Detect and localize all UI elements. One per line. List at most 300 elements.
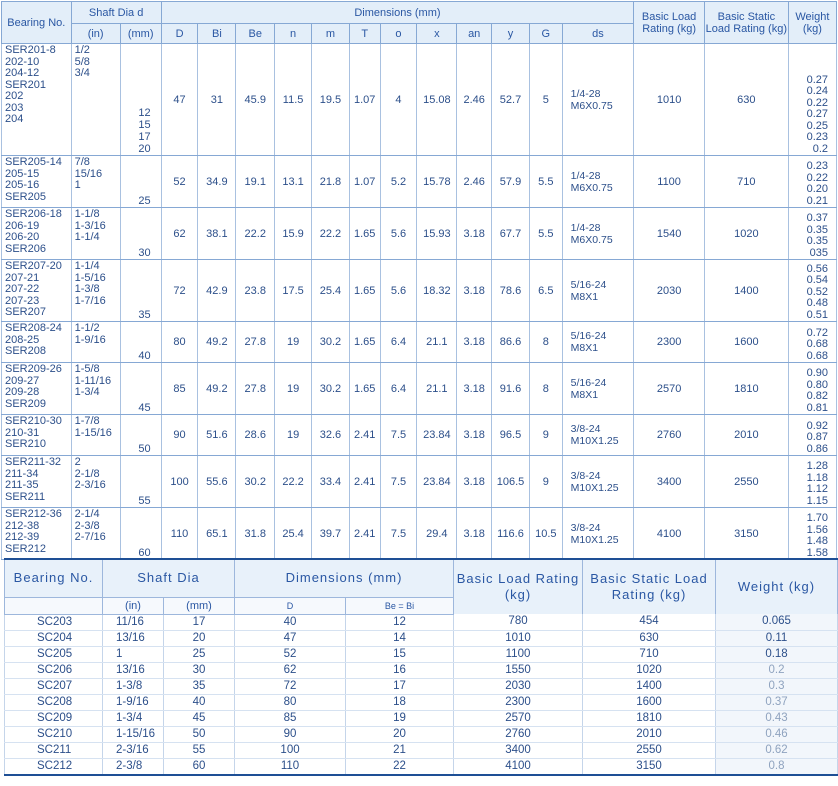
sc-dim-B-cell: 14 (346, 630, 454, 646)
weight-cell (788, 456, 836, 508)
ds-cell-line: 3/8-24 (570, 423, 601, 435)
sc-shaft-mm-cell: 60 (164, 758, 235, 775)
dim-T-cell: 1.65 (349, 260, 380, 322)
ds-cell-line: M8X1 (570, 342, 599, 354)
ds-cell-line: 1/4-28 (570, 169, 601, 182)
bearing-no-cell-line: SER208-24 (5, 322, 62, 334)
bearing-no-cell-line: 206-20 (5, 231, 40, 243)
shaft-in-cell-line: 1-3/4 (74, 386, 100, 398)
bearing-no-cell-line: SER211-32 (5, 456, 62, 468)
sc-basic-load-cell: 4100 (454, 758, 583, 775)
sc-shaft-mm-cell: 40 (164, 694, 235, 710)
header-mm: (mm) (120, 24, 161, 44)
shaft-in-cell-line: 1-3/8 (74, 283, 100, 295)
basic-static-cell: 630 (704, 44, 788, 156)
ds-cell (562, 415, 634, 456)
shaft-in-cell (71, 363, 120, 415)
dim-D-cell: 80 (161, 322, 198, 363)
weight-cell-line: 0.92 (806, 419, 828, 432)
dim-an-cell: 3.18 (457, 456, 492, 508)
shaft-in-cell-line: 1-15/16 (74, 426, 112, 439)
dim-n-cell: 15.9 (275, 208, 312, 260)
shaft-in-cell (71, 415, 120, 456)
dim-T-cell: 1.65 (349, 363, 380, 415)
shaft-in-cell-line: 1/2 (74, 44, 90, 56)
dim-x-cell: 23.84 (417, 456, 457, 508)
ds-cell-line: M6X0.75 (570, 99, 613, 112)
shaft-in-cell-line: 1-5/8 (74, 363, 100, 375)
sc-dim-B-cell: 18 (346, 694, 454, 710)
sc-shaft-mm-cell: 35 (164, 678, 235, 694)
dim-n-cell: 22.2 (275, 456, 312, 508)
dim-an-cell: 3.18 (457, 260, 492, 322)
basic-load-cell: 3400 (634, 456, 705, 508)
weight-cell-line: 1.48 (806, 535, 828, 547)
dim-Be-cell: 30.2 (236, 456, 275, 508)
sc-header-D: D (235, 597, 346, 614)
shaft-in-cell-line: 2-1/4 (74, 508, 100, 520)
header-basic-static: Basic Static Load Rating (kg) (704, 2, 788, 44)
shaft-mm-cell-line: 12 (138, 107, 151, 119)
header-col-n: n (275, 24, 312, 44)
weight-cell-line: 0.48 (806, 297, 828, 309)
shaft-in-cell-line: 2-3/16 (74, 479, 106, 491)
sc-basic-load-cell: 1010 (454, 630, 583, 646)
header-col-T: T (349, 24, 380, 44)
sc-bearing-no-cell: SC208 (5, 694, 103, 710)
dim-m-cell: 21.8 (312, 156, 350, 208)
shaft-in-cell-line: 1-7/16 (74, 294, 106, 307)
header-col-D: D (161, 24, 198, 44)
weight-cell-line: 0.87 (806, 431, 828, 443)
ds-cell-line: M6X0.75 (570, 181, 613, 194)
bearing-no-cell-line: 207-21 (5, 271, 40, 284)
header-col-G: G (529, 24, 562, 44)
shaft-mm-cell-line: 17 (138, 131, 151, 143)
dim-Bi-cell: 49.2 (198, 363, 236, 415)
dim-D-cell: 72 (161, 260, 198, 322)
shaft-in-cell-line: 3/4 (74, 67, 90, 79)
shaft-mm-cell (120, 363, 161, 415)
header-col-y: y (492, 24, 530, 44)
weight-cell-line: 0.54 (806, 274, 828, 286)
shaft-in-cell (71, 456, 120, 508)
sc-header-be-bi: Be = Bi (346, 597, 454, 614)
header-col-ds: ds (562, 24, 634, 44)
dim-T-cell: 1.65 (349, 322, 380, 363)
shaft-in-cell-line: 1-1/8 (74, 208, 100, 220)
bearing-no-cell-line: 206-19 (5, 219, 40, 232)
sc-dim-B-cell: 16 (346, 662, 454, 678)
dim-an-cell: 2.46 (457, 44, 492, 156)
shaft-in-cell-line: 5/8 (74, 55, 90, 68)
shaft-in-cell-line: 1 (74, 179, 81, 191)
bearing-no-cell-line: 204-12 (5, 67, 40, 79)
sc-weight-cell: 0.37 (716, 694, 838, 710)
table-row (5, 662, 838, 678)
dim-Be-cell: 22.2 (236, 208, 275, 260)
table-row (2, 44, 837, 156)
shaft-mm-cell-line: 60 (138, 547, 151, 559)
sc-shaft-in-cell: 2-3/8 (103, 758, 164, 775)
dim-D-cell: 90 (161, 415, 198, 456)
shaft-in-cell-line: 1-5/16 (74, 271, 106, 284)
shaft-in-cell-line: 1-1/2 (74, 322, 100, 334)
shaft-in-cell-line: 7/8 (74, 156, 90, 168)
bearing-no-cell-line: 203 (5, 101, 24, 114)
basic-load-cell: 2030 (634, 260, 705, 322)
dim-Be-cell: 28.6 (236, 415, 275, 456)
shaft-mm-cell-line: 35 (138, 309, 151, 321)
weight-cell-line: 0.2 (812, 142, 828, 155)
dim-o-cell: 5.2 (380, 156, 417, 208)
sc-weight-cell: 0.46 (716, 726, 838, 742)
bearing-no-cell-line: 212-38 (5, 519, 40, 532)
dim-D-cell: 100 (161, 456, 198, 508)
dim-x-cell: 21.1 (417, 322, 457, 363)
sc-basic-static-cell: 2010 (583, 726, 716, 742)
sc-basic-load-cell: 1550 (454, 662, 583, 678)
dim-G-cell: 6.5 (529, 260, 562, 322)
shaft-in-cell-line (75, 439, 120, 451)
shaft-in-cell-line: 2-7/16 (74, 531, 106, 543)
sc-weight-cell: 0.3 (716, 678, 838, 694)
sc-header-in: (in) (103, 597, 164, 614)
table-row (5, 742, 838, 758)
bearing-no-cell-line: 211-35 (5, 479, 39, 491)
shaft-in-cell-line: 1-9/16 (74, 333, 106, 346)
weight-cell-line: 0.81 (806, 401, 828, 414)
header-in: (in) (71, 24, 120, 44)
basic-static-cell: 1020 (704, 208, 788, 260)
shaft-in-cell-line (75, 80, 120, 92)
sc-basic-load-cell: 780 (454, 614, 583, 630)
table-row (5, 758, 838, 775)
bearing-no-cell (2, 508, 72, 560)
weight-cell-line: 0.20 (806, 183, 828, 195)
weight-cell-line: 0.22 (806, 171, 828, 184)
basic-static-cell: 710 (704, 156, 788, 208)
sc-bearing-no-cell: SC203 (5, 614, 103, 630)
table-row (5, 678, 838, 694)
bearing-no-cell-line: 202 (5, 90, 24, 102)
dim-o-cell: 7.5 (380, 415, 417, 456)
sc-bearing-no-cell: SC211 (5, 742, 103, 758)
dim-y-cell: 96.5 (492, 415, 530, 456)
bearing-no-cell-line: 211-34 (5, 467, 39, 480)
dim-m-cell: 30.2 (312, 363, 350, 415)
bearing-no-cell-line: 205-16 (5, 179, 40, 191)
table-row (2, 322, 837, 363)
basic-load-cell: 1010 (634, 44, 705, 156)
sc-shaft-mm-cell: 25 (164, 646, 235, 662)
weight-cell-line: 1.18 (806, 471, 828, 484)
basic-static-cell: 1600 (704, 322, 788, 363)
basic-static-cell: 2550 (704, 456, 788, 508)
dim-y-cell: 91.6 (492, 363, 530, 415)
header-col-an: an (457, 24, 492, 44)
sc-header-dimensions: Dimensions (mm) (235, 559, 454, 597)
table-row (2, 208, 837, 260)
shaft-in-cell-line: 2 (74, 456, 81, 468)
weight-cell-line: 0.27 (806, 73, 828, 86)
sc-dim-D-cell: 40 (235, 614, 346, 630)
table-row (2, 363, 837, 415)
dim-x-cell: 21.1 (417, 363, 457, 415)
sc-weight-cell: 0.11 (716, 630, 838, 646)
bearing-no-cell-line: 205-15 (5, 167, 40, 180)
shaft-in-cell (71, 322, 120, 363)
basic-static-cell: 2010 (704, 415, 788, 456)
dim-an-cell: 3.18 (457, 322, 492, 363)
bearing-no-cell (2, 156, 72, 208)
weight-cell-line: 0.21 (806, 194, 828, 207)
dim-Bi-cell: 42.9 (198, 260, 236, 322)
shaft-in-cell-line: 1-1/4 (74, 231, 100, 243)
weight-cell (788, 156, 836, 208)
dim-y-cell: 57.9 (492, 156, 530, 208)
sc-basic-load-cell: 2300 (454, 694, 583, 710)
sc-dim-D-cell: 47 (235, 630, 346, 646)
sc-dim-B-cell: 22 (346, 758, 454, 775)
sc-shaft-in-cell: 11/16 (103, 614, 164, 630)
weight-cell-line: 1.15 (806, 494, 828, 507)
bearing-no-cell-line: SER210-30 (5, 415, 62, 427)
shaft-mm-cell (120, 208, 161, 260)
dim-Bi-cell: 34.9 (198, 156, 236, 208)
ds-cell-line: 1/4-28 (570, 221, 601, 234)
dim-y-cell: 78.6 (492, 260, 530, 322)
sc-dim-D-cell: 80 (235, 694, 346, 710)
bearing-no-cell-line: 207-23 (5, 294, 40, 307)
bearing-no-cell-line: 202-10 (5, 55, 40, 68)
sc-header-blank (5, 597, 103, 614)
dim-m-cell: 22.2 (312, 208, 350, 260)
ds-cell-line: 5/16-24 (570, 330, 607, 342)
dim-x-cell: 23.84 (417, 415, 457, 456)
dim-m-cell: 25.4 (312, 260, 350, 322)
bearing-no-cell-line: SER207-20 (5, 260, 62, 272)
shaft-in-cell-line (75, 492, 120, 504)
dim-y-cell: 116.6 (492, 508, 530, 560)
header-shaft-dia: Shaft Dia d (71, 2, 161, 24)
dim-y-cell: 86.6 (492, 322, 530, 363)
dim-n-cell: 13.1 (275, 156, 312, 208)
ds-cell-line: 1/4-28 (570, 87, 601, 100)
shaft-in-cell-line (75, 114, 120, 126)
weight-cell-line: 0.35 (806, 223, 828, 236)
ds-cell (562, 260, 634, 322)
header-weight: Weight (kg) (788, 2, 836, 44)
table-row (5, 694, 838, 710)
weight-cell (788, 508, 836, 560)
sc-dim-B-cell: 19 (346, 710, 454, 726)
sc-basic-static-cell: 2550 (583, 742, 716, 758)
shaft-mm-cell-line: 25 (138, 195, 151, 207)
sc-basic-load-cell: 1100 (454, 646, 583, 662)
sc-shaft-in-cell: 1 (103, 646, 164, 662)
ds-cell-line: 3/8-24 (570, 521, 601, 534)
ds-cell (562, 456, 634, 508)
bearing-no-cell-line: SER206 (5, 242, 46, 255)
ds-cell-line: M10X1.25 (570, 435, 619, 447)
bearing-no-cell-line: 207-22 (5, 283, 40, 295)
weight-cell (788, 415, 836, 456)
bearing-no-cell-line: 212-39 (5, 531, 40, 543)
shaft-in-cell-line (75, 307, 120, 319)
sc-shaft-in-cell: 1-3/8 (103, 678, 164, 694)
shaft-in-cell (71, 260, 120, 322)
table-row (2, 156, 837, 208)
sc-shaft-mm-cell: 45 (164, 710, 235, 726)
bearing-no-cell-line: SER205-14 (5, 156, 62, 168)
sc-bearing-no-cell: SC212 (5, 758, 103, 775)
ds-cell-line: 5/16-24 (570, 376, 607, 389)
dim-m-cell: 39.7 (312, 508, 350, 560)
bearing-no-cell-line: 204 (5, 113, 24, 125)
sc-basic-load-cell: 2570 (454, 710, 583, 726)
bearing-no-cell-line: SER211 (5, 490, 46, 503)
bearing-no-cell (2, 456, 72, 508)
weight-cell-line: 1.28 (806, 460, 828, 472)
dim-Bi-cell: 38.1 (198, 208, 236, 260)
weight-cell-line: 0.22 (806, 96, 828, 109)
dim-o-cell: 7.5 (380, 456, 417, 508)
sc-basic-static-cell: 454 (583, 614, 716, 630)
header-col-x: x (417, 24, 457, 44)
sc-header-shaft-dia: Shaft Dia (103, 559, 235, 597)
ds-cell-line: M10X1.25 (570, 481, 619, 494)
dim-G-cell: 5.5 (529, 156, 562, 208)
ser-table-body (2, 44, 837, 560)
weight-cell (788, 260, 836, 322)
shaft-mm-cell-line: 15 (138, 119, 151, 131)
dim-G-cell: 5.5 (529, 208, 562, 260)
header-col-m: m (312, 24, 350, 44)
sc-dim-D-cell: 90 (235, 726, 346, 742)
weight-cell-line: 0.35 (806, 235, 828, 247)
dim-m-cell: 32.6 (312, 415, 350, 456)
shaft-mm-cell-line: 45 (138, 402, 151, 414)
sc-weight-cell: 0.065 (716, 614, 838, 630)
sc-dim-D-cell: 85 (235, 710, 346, 726)
shaft-in-cell-line (75, 544, 120, 556)
shaft-in-cell-line: 2-1/8 (74, 467, 100, 480)
bearing-no-cell (2, 44, 72, 156)
sc-header-bearing-no: Bearing No. (5, 559, 103, 597)
dim-G-cell: 9 (529, 456, 562, 508)
dim-o-cell: 7.5 (380, 508, 417, 560)
sc-shaft-mm-cell: 50 (164, 726, 235, 742)
shaft-mm-cell (120, 322, 161, 363)
shaft-in-cell-line (75, 399, 120, 411)
bearing-no-cell (2, 260, 72, 322)
sc-dim-D-cell: 52 (235, 646, 346, 662)
sc-weight-cell: 0.18 (716, 646, 838, 662)
dim-D-cell: 52 (161, 156, 198, 208)
ds-cell (562, 322, 634, 363)
basic-static-cell: 3150 (704, 508, 788, 560)
weight-cell-line: 035 (809, 246, 828, 259)
bearing-no-cell-line: SER209 (5, 397, 46, 410)
shaft-in-cell (71, 44, 120, 156)
bearing-no-cell (2, 208, 72, 260)
basic-load-cell: 2300 (634, 322, 705, 363)
dim-an-cell: 3.18 (457, 363, 492, 415)
header-dimensions: Dimensions (mm) (161, 2, 634, 24)
dim-G-cell: 5 (529, 44, 562, 156)
sc-bearing-no-cell: SC209 (5, 710, 103, 726)
dim-Be-cell: 23.8 (236, 260, 275, 322)
header-basic-load: Basic Load Rating (kg) (634, 2, 705, 44)
ds-cell (562, 44, 634, 156)
sc-weight-cell: 0.43 (716, 710, 838, 726)
table-row (5, 646, 838, 662)
dim-o-cell: 4 (380, 44, 417, 156)
table-row (5, 630, 838, 646)
bearing-no-cell (2, 322, 72, 363)
basic-load-cell: 1540 (634, 208, 705, 260)
dim-D-cell: 110 (161, 508, 198, 560)
weight-cell-line: 1.70 (806, 512, 828, 524)
ds-cell-line: 3/8-24 (570, 469, 601, 482)
sc-dim-D-cell: 62 (235, 662, 346, 678)
bearing-no-cell-line: SER208 (5, 345, 46, 357)
dim-m-cell: 33.4 (312, 456, 350, 508)
weight-cell-line: 0.90 (806, 367, 828, 379)
ds-cell-line: M6X0.75 (570, 233, 613, 246)
weight-cell-line: 0.23 (806, 131, 828, 143)
shaft-mm-cell-line: 40 (138, 350, 151, 362)
weight-cell-line: 1.56 (806, 523, 828, 536)
dim-T-cell: 2.41 (349, 456, 380, 508)
shaft-mm-cell-line: 20 (138, 143, 151, 155)
bearing-no-cell-line: SER201-8 (5, 44, 56, 56)
shaft-in-cell (71, 508, 120, 560)
shaft-mm-cell (120, 456, 161, 508)
weight-cell-line: 1.58 (806, 546, 828, 559)
sc-shaft-in-cell: 13/16 (103, 662, 164, 678)
shaft-mm-cell (120, 415, 161, 456)
header-bearing-no: Bearing No. (2, 2, 72, 44)
shaft-in-cell-line (75, 103, 120, 115)
sc-shaft-in-cell: 1-9/16 (103, 694, 164, 710)
header-col-o: o (380, 24, 417, 44)
dim-G-cell: 9 (529, 415, 562, 456)
sc-basic-static-cell: 3150 (583, 758, 716, 775)
bearing-no-cell-line: 209-28 (5, 386, 40, 398)
shaft-in-cell (71, 156, 120, 208)
sc-shaft-in-cell: 1-15/16 (103, 726, 164, 742)
bearing-no-cell-line: 208-25 (5, 333, 40, 346)
dim-an-cell: 3.18 (457, 208, 492, 260)
basic-static-cell: 1400 (704, 260, 788, 322)
bearing-no-cell (2, 415, 72, 456)
sc-dim-B-cell: 21 (346, 742, 454, 758)
dim-Bi-cell: 31 (198, 44, 236, 156)
dim-Be-cell: 27.8 (236, 322, 275, 363)
dim-Bi-cell: 49.2 (198, 322, 236, 363)
bearing-no-cell-line: SER205 (5, 190, 46, 203)
bearing-no-cell-line: SER209-26 (5, 363, 62, 375)
weight-cell-line: 0.37 (806, 212, 828, 224)
dim-T-cell: 1.07 (349, 44, 380, 156)
dim-n-cell: 19 (275, 322, 312, 363)
table-row (5, 614, 838, 630)
basic-load-cell: 1100 (634, 156, 705, 208)
table-row (5, 726, 838, 742)
weight-cell-line: 0.72 (806, 326, 828, 339)
